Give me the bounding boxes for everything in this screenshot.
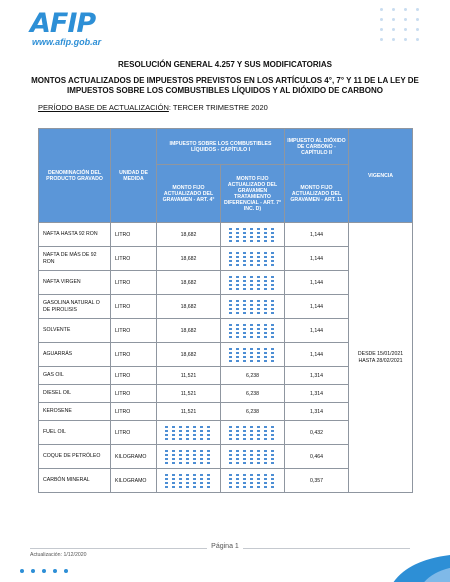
cell-product: GASOLINA NATURAL O DE PIROLISIS bbox=[39, 295, 111, 319]
decorative-dot bbox=[404, 18, 407, 21]
header-product: DENOMINACIÓN DEL PRODUCTO GRAVADO bbox=[39, 129, 111, 223]
cell-product: NAFTA VIRGEN bbox=[39, 271, 111, 295]
hatched-pattern bbox=[229, 324, 277, 338]
update-date: Actualización: 1/12/2020 bbox=[30, 552, 87, 558]
header-unit: UNIDAD DE MEDIDA bbox=[111, 129, 157, 223]
decorative-dot bbox=[64, 569, 68, 573]
cell-art11: 1,314 bbox=[285, 403, 349, 421]
cell-unit: LITRO bbox=[111, 343, 157, 367]
base-period bbox=[38, 103, 268, 112]
cell-art7-not-applicable bbox=[221, 247, 285, 271]
decorative-dot bbox=[416, 38, 419, 41]
cell-art7-not-applicable bbox=[221, 223, 285, 247]
cell-art4: 11,521 bbox=[157, 367, 221, 385]
cell-art4: 18,682 bbox=[157, 247, 221, 271]
decorative-dot bbox=[380, 28, 383, 31]
cell-unit: LITRO bbox=[111, 403, 157, 421]
hatched-pattern bbox=[229, 252, 277, 266]
cell-product: FUEL OIL bbox=[39, 421, 111, 445]
cell-product: DIESEL OIL bbox=[39, 385, 111, 403]
decorative-dot bbox=[380, 8, 383, 11]
cell-art11: 0,357 bbox=[285, 469, 349, 493]
cell-unit: LITRO bbox=[111, 223, 157, 247]
cell-art7: 6,238 bbox=[221, 367, 285, 385]
header-group-fuel-tax: IMPUESTO SOBRE LOS COMBUSTIBLES LÍQUIDOS - CAPÍTULO I bbox=[157, 129, 285, 165]
hatched-pattern bbox=[165, 426, 213, 440]
cell-unit: LITRO bbox=[111, 247, 157, 271]
cell-product: NAFTA HASTA 92 RON bbox=[39, 223, 111, 247]
hatched-pattern bbox=[229, 474, 277, 488]
decorative-dot bbox=[53, 569, 57, 573]
period-value: : TERCER TRIMESTRE 2020 bbox=[168, 103, 268, 112]
hatched-pattern bbox=[229, 426, 277, 440]
header-vigencia: VIGENCIA bbox=[349, 129, 413, 223]
decorative-dot bbox=[416, 28, 419, 31]
cell-product: NAFTA DE MÁS DE 92 RON bbox=[39, 247, 111, 271]
cell-product: GAS OIL bbox=[39, 367, 111, 385]
cell-unit: LITRO bbox=[111, 385, 157, 403]
cell-product: KEROSENE bbox=[39, 403, 111, 421]
decorative-dot bbox=[42, 569, 46, 573]
cell-art7: 6,238 bbox=[221, 385, 285, 403]
cell-art11: 1,144 bbox=[285, 223, 349, 247]
decorative-dot bbox=[392, 38, 395, 41]
period-label: PERÍODO BASE DE ACTUALIZACIÓN bbox=[38, 103, 169, 112]
header-art11: MONTO FIJO ACTUALIZADO DEL GRAVAMEN - ART. 11 bbox=[285, 165, 349, 223]
decorative-dot bbox=[404, 28, 407, 31]
hatched-pattern bbox=[165, 474, 213, 488]
logo-url: www.afip.gob.ar bbox=[32, 37, 102, 47]
decorative-dot bbox=[404, 38, 407, 41]
decorative-dot bbox=[392, 18, 395, 21]
hatched-pattern bbox=[229, 228, 277, 242]
cell-art4: 18,682 bbox=[157, 223, 221, 247]
cell-unit: LITRO bbox=[111, 421, 157, 445]
page-number-text: Página 1 bbox=[207, 543, 243, 550]
cell-product: AGUARRÁS bbox=[39, 343, 111, 367]
decorative-dot bbox=[392, 8, 395, 11]
table-body bbox=[39, 223, 413, 493]
cell-art11: 0,432 bbox=[285, 421, 349, 445]
cell-art7-not-applicable bbox=[221, 271, 285, 295]
cell-product: COQUE DE PETRÓLEO bbox=[39, 445, 111, 469]
resolution-title: RESOLUCIÓN GENERAL 4.257 Y SUS MODIFICATORIAS bbox=[118, 60, 332, 69]
cell-unit: KILOGRAMO bbox=[111, 469, 157, 493]
hatched-pattern bbox=[165, 450, 213, 464]
cell-art4: 11,521 bbox=[157, 385, 221, 403]
cell-art4: 11,521 bbox=[157, 403, 221, 421]
cell-art7: 6,238 bbox=[221, 403, 285, 421]
cell-art4-not-applicable bbox=[157, 445, 221, 469]
cell-unit: KILOGRAMO bbox=[111, 445, 157, 469]
cell-art4: 18,682 bbox=[157, 295, 221, 319]
decorative-dot bbox=[404, 8, 407, 11]
cell-art4-not-applicable bbox=[157, 469, 221, 493]
hatched-pattern bbox=[229, 450, 277, 464]
decorative-dot bbox=[380, 18, 383, 21]
cell-art11: 1,314 bbox=[285, 367, 349, 385]
decorative-dots-top bbox=[380, 8, 426, 44]
cell-art11: 1,144 bbox=[285, 319, 349, 343]
decorative-dot bbox=[416, 8, 419, 11]
afip-logo bbox=[30, 10, 140, 46]
cell-art7-not-applicable bbox=[221, 445, 285, 469]
cell-product: CARBÓN MINERAL bbox=[39, 469, 111, 493]
cell-art7-not-applicable bbox=[221, 421, 285, 445]
header-art4: MONTO FIJO ACTUALIZADO DEL GRAVAMEN - ART. 4° bbox=[157, 165, 221, 223]
cell-product: SOLVENTE bbox=[39, 319, 111, 343]
tax-amounts-table bbox=[38, 128, 413, 493]
logo-wordmark: AFIP bbox=[30, 8, 96, 39]
cell-unit: LITRO bbox=[111, 271, 157, 295]
decorative-dot bbox=[380, 38, 383, 41]
decorative-swoosh bbox=[330, 548, 450, 582]
cell-art4: 18,682 bbox=[157, 319, 221, 343]
decorative-dot bbox=[31, 569, 35, 573]
decorative-dots-bottom bbox=[20, 565, 80, 577]
decorative-dot bbox=[20, 569, 24, 573]
cell-art7-not-applicable bbox=[221, 343, 285, 367]
decorative-dot bbox=[416, 18, 419, 21]
cell-art7-not-applicable bbox=[221, 469, 285, 493]
document-subtitle: MONTOS ACTUALIZADOS DE IMPUESTOS PREVISTOS EN LOS ARTÍCULOS 4°, 7° Y 11 DE LA LEY DE IMPUESTOS SOBRE LOS COMBUSTIBLES LÍQUIDOS Y AL DIÓXIDO DE CARBONO bbox=[31, 76, 419, 95]
cell-unit: LITRO bbox=[111, 319, 157, 343]
cell-art11: 0,464 bbox=[285, 445, 349, 469]
hatched-pattern bbox=[229, 348, 277, 362]
cell-unit: LITRO bbox=[111, 367, 157, 385]
cell-art11: 1,144 bbox=[285, 271, 349, 295]
cell-vigencia: DESDE 15/01/2021 HASTA 28/02/2021 bbox=[349, 223, 413, 493]
cell-art7-not-applicable bbox=[221, 295, 285, 319]
cell-art4: 18,682 bbox=[157, 271, 221, 295]
cell-art11: 1,144 bbox=[285, 247, 349, 271]
cell-art11: 1,144 bbox=[285, 343, 349, 367]
cell-art11: 1,144 bbox=[285, 295, 349, 319]
cell-unit: LITRO bbox=[111, 295, 157, 319]
table-row bbox=[39, 223, 413, 247]
header-art7: MONTO FIJO ACTUALIZADO DEL GRAVAMEN TRATAMIENTO DIFERENCIAL - ART. 7° INC. D) bbox=[221, 165, 285, 223]
cell-art7-not-applicable bbox=[221, 319, 285, 343]
cell-art4: 18,682 bbox=[157, 343, 221, 367]
cell-art4-not-applicable bbox=[157, 421, 221, 445]
hatched-pattern bbox=[229, 276, 277, 290]
header-group-co2-tax: IMPUESTO AL DIÓXIDO DE CARBONO - CAPÍTULO II bbox=[285, 129, 349, 165]
decorative-dot bbox=[392, 28, 395, 31]
hatched-pattern bbox=[229, 300, 277, 314]
cell-art11: 1,314 bbox=[285, 385, 349, 403]
